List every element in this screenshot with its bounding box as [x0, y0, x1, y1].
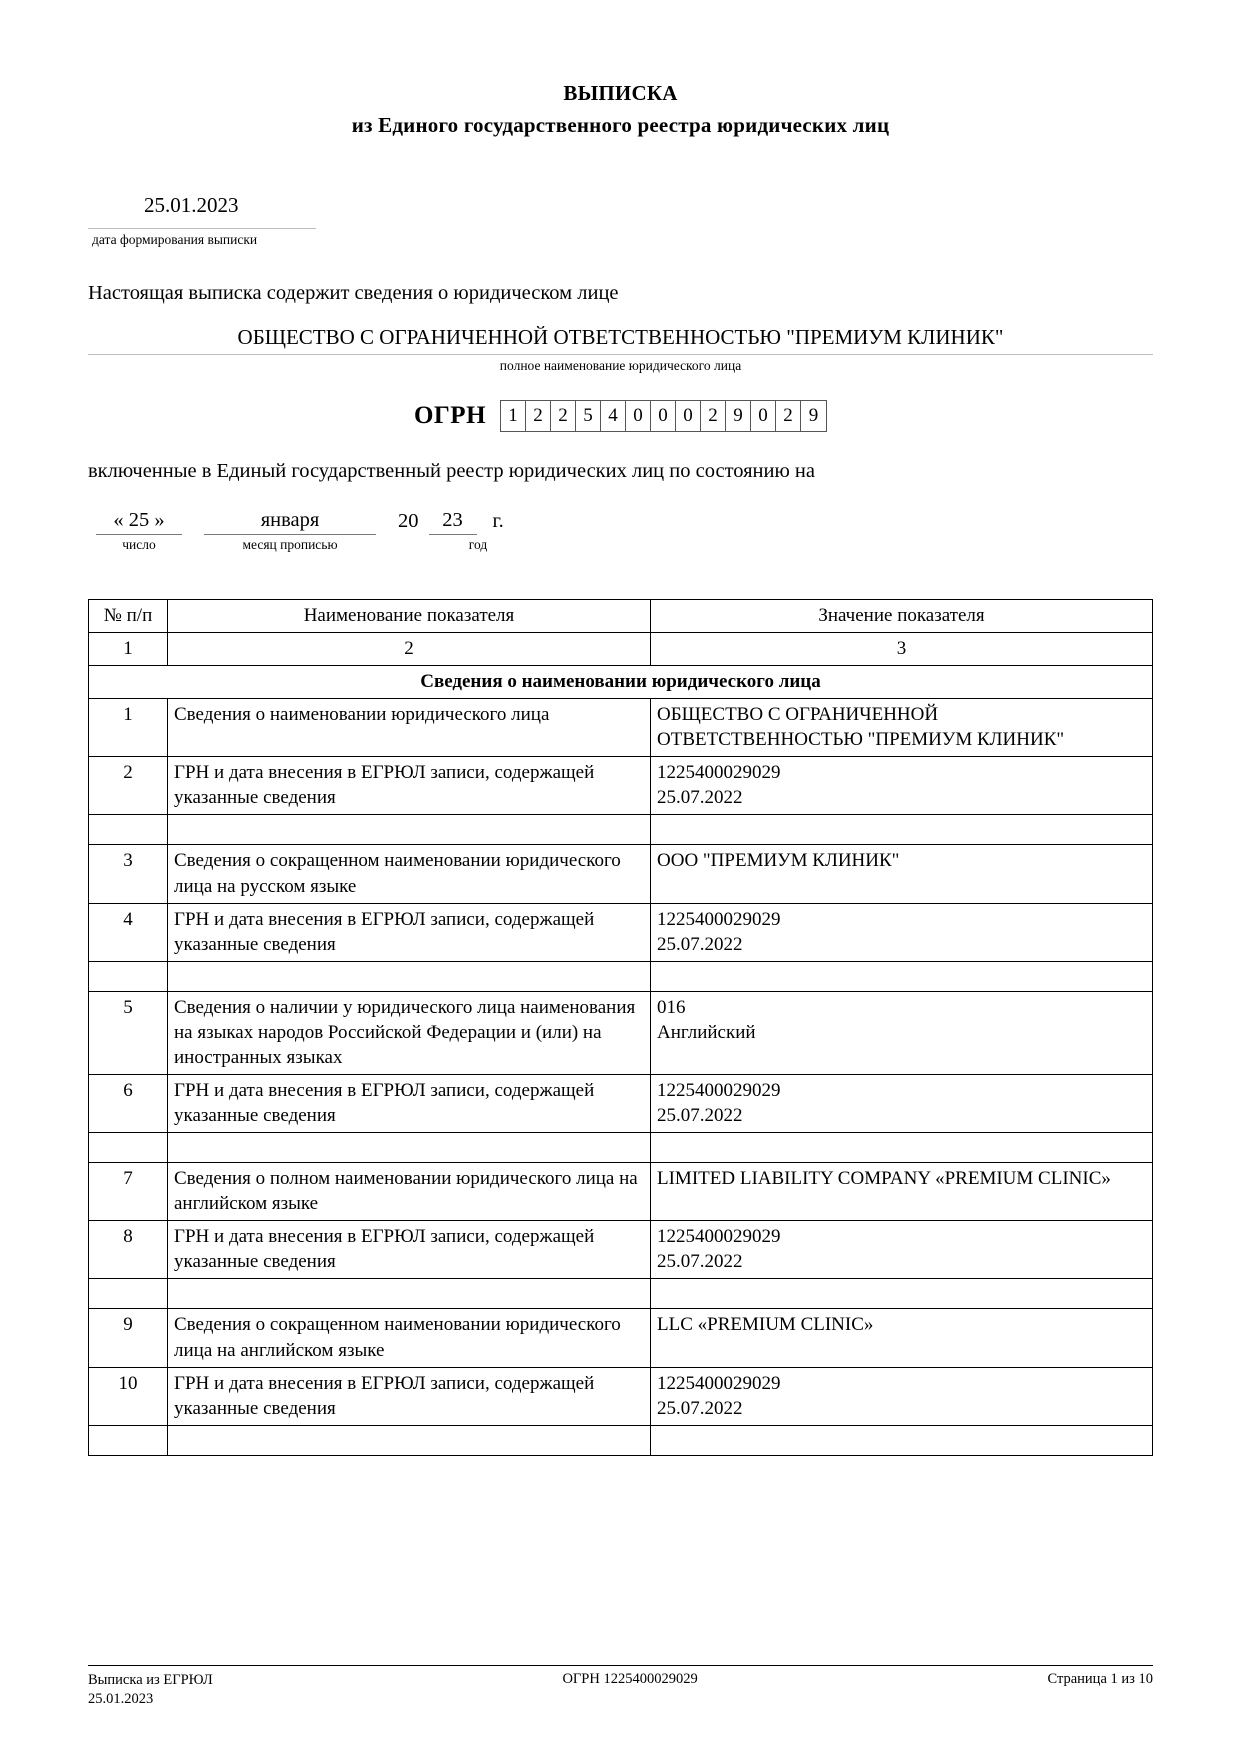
- row-indicator-value: 1225400029029 25.07.2022: [651, 1221, 1153, 1279]
- row-number: 4: [89, 903, 168, 961]
- as-of-year-caption: год: [468, 536, 488, 552]
- table-row: [89, 757, 1153, 815]
- table-spacer-cell: [651, 961, 1153, 991]
- form-date-caption-block: [88, 228, 1153, 248]
- row-indicator-value: LIMITED LIABILITY COMPANY «PREMIUM CLINIC»: [651, 1163, 1153, 1221]
- document-title: [88, 78, 1153, 141]
- row-indicator-name: ГРН и дата внесения в ЕГРЮЛ записи, содержащей указанные сведения: [168, 903, 651, 961]
- table-spacer-cell: [89, 961, 168, 991]
- row-indicator-name: ГРН и дата внесения в ЕГРЮЛ записи, содержащей указанные сведения: [168, 757, 651, 815]
- table-spacer-cell: [168, 1279, 651, 1309]
- full-name-block: [88, 325, 1153, 374]
- row-indicator-value: 1225400029029 25.07.2022: [651, 903, 1153, 961]
- ogrn-digit: 2: [551, 401, 576, 431]
- table-spacer-cell: [89, 1425, 168, 1455]
- as-of-month: января: [204, 509, 376, 535]
- row-indicator-value: LLC «PREMIUM CLINIC»: [651, 1309, 1153, 1367]
- footer-left-line-1: Выписка из ЕГРЮЛ: [88, 1671, 213, 1688]
- table-column-number-row: [89, 632, 1153, 665]
- ogrn-digit: 9: [808, 404, 819, 426]
- table-spacer-cell: [168, 961, 651, 991]
- entity-full-name: ОБЩЕСТВО С ОГРАНИЧЕННОЙ ОТВЕТСТВЕННОСТЬЮ "ПРЕМИУМ КЛИНИК": [88, 325, 1153, 355]
- entity-full-name-caption: полное наименование юридического лица: [499, 357, 742, 373]
- as-of-year-unit: г.: [492, 509, 504, 532]
- ogrn-digit: 2: [526, 401, 551, 431]
- row-indicator-name: Сведения о полном наименовании юридического лица на английском языке: [168, 1163, 651, 1221]
- row-indicator-name: Сведения о наименовании юридического лица: [168, 699, 651, 757]
- table-header-cell: Значение показателя: [651, 599, 1153, 632]
- row-indicator-value: 016 Английский: [651, 991, 1153, 1074]
- table-row: [89, 1074, 1153, 1132]
- ogrn-digit: 0: [751, 401, 776, 431]
- row-number: 7: [89, 1163, 168, 1221]
- form-date-caption: дата формирования выписки: [92, 231, 258, 247]
- ogrn-digit: 1: [501, 401, 526, 431]
- title-line-2: из Единого государственного реестра юридических лиц: [351, 113, 890, 138]
- table-spacer-cell: [651, 1133, 1153, 1163]
- footer-left-line-2: 25.01.2023: [88, 1691, 154, 1708]
- table-column-number: 2: [168, 632, 651, 665]
- table-row: [89, 1221, 1153, 1279]
- as-of-year-suffix: 23: [429, 509, 477, 535]
- ogrn-block: [88, 400, 1153, 432]
- table-spacer-row: [89, 1133, 1153, 1163]
- as-of-month-caption: месяц прописью: [242, 536, 338, 552]
- footer-left: [88, 1671, 213, 1710]
- table-row: [89, 903, 1153, 961]
- row-indicator-name: Сведения о наличии у юридического лица наименования на языках народов Российской Федерации и (или) на иностранных языках: [168, 991, 651, 1074]
- ogrn-digit-boxes: [500, 400, 827, 432]
- table-spacer-cell: [168, 815, 651, 845]
- row-number: 1: [89, 699, 168, 757]
- footer-page-number: Страница 1 из 10: [1047, 1670, 1153, 1687]
- table-spacer-cell: [89, 815, 168, 845]
- row-number: 8: [89, 1221, 168, 1279]
- table-spacer-row: [89, 815, 1153, 845]
- table-spacer-cell: [168, 1133, 651, 1163]
- row-number: 10: [89, 1367, 168, 1425]
- as-of-day: « 25 »: [96, 509, 182, 535]
- row-indicator-value: ООО "ПРЕМИУМ КЛИНИК": [651, 845, 1153, 903]
- included-text: включенные в Единый государственный реестр юридических лиц по состоянию на: [88, 459, 815, 482]
- table-spacer-row: [89, 1425, 1153, 1455]
- table-header-cell: Наименование показателя: [168, 599, 651, 632]
- table-spacer-cell: [168, 1425, 651, 1455]
- table-row: [89, 991, 1153, 1074]
- table-section-title: Сведения о наименовании юридического лица: [89, 666, 1153, 699]
- table-spacer-row: [89, 1279, 1153, 1309]
- ogrn-digit: 0: [676, 401, 701, 431]
- row-indicator-name: ГРН и дата внесения в ЕГРЮЛ записи, содержащей указанные сведения: [168, 1074, 651, 1132]
- row-number: 6: [89, 1074, 168, 1132]
- row-indicator-name: Сведения о сокращенном наименовании юридического лица на английском языке: [168, 1309, 651, 1367]
- row-indicator-name: Сведения о сокращенном наименовании юридического лица на русском языке: [168, 845, 651, 903]
- footer-ogrn: ОГРН 1225400029029: [562, 1670, 698, 1687]
- row-number: 5: [89, 991, 168, 1074]
- ogrn-label: ОГРН: [413, 401, 487, 429]
- table-spacer-cell: [651, 1425, 1153, 1455]
- table-spacer-row: [89, 961, 1153, 991]
- table-row: [89, 1309, 1153, 1367]
- ogrn-digit: 4: [601, 401, 626, 431]
- form-date-value: 25.01.2023: [144, 192, 239, 217]
- table-spacer-cell: [651, 815, 1153, 845]
- title-line-1: ВЫПИСКА: [563, 81, 678, 105]
- ogrn-digit: 9: [726, 401, 751, 431]
- as-of-captions: [88, 537, 1153, 553]
- table-section-row: [89, 666, 1153, 699]
- page-footer: [88, 1665, 1153, 1710]
- table-spacer-cell: [89, 1279, 168, 1309]
- contains-text: Настоящая выписка содержит сведения о юридическом лице: [88, 281, 619, 304]
- table-header-row: [89, 599, 1153, 632]
- as-of-year-prefix: 20: [398, 509, 419, 532]
- table-row: [89, 1163, 1153, 1221]
- ogrn-digit: 5: [576, 401, 601, 431]
- table-row: [89, 1367, 1153, 1425]
- ogrn-digit: 2: [776, 401, 801, 431]
- row-indicator-name: ГРН и дата внесения в ЕГРЮЛ записи, содержащей указанные сведения: [168, 1367, 651, 1425]
- row-number: 9: [89, 1309, 168, 1367]
- row-indicator-value: 1225400029029 25.07.2022: [651, 1074, 1153, 1132]
- row-indicator-value: ОБЩЕСТВО С ОГРАНИЧЕННОЙ ОТВЕТСТВЕННОСТЬЮ "ПРЕМИУМ КЛИНИК": [651, 699, 1153, 757]
- row-indicator-value: 1225400029029 25.07.2022: [651, 757, 1153, 815]
- egrul-data-table: [88, 599, 1153, 1456]
- table-row: [89, 699, 1153, 757]
- table-column-number: 3: [651, 632, 1153, 665]
- row-number: 3: [89, 845, 168, 903]
- row-indicator-name: ГРН и дата внесения в ЕГРЮЛ записи, содержащей указанные сведения: [168, 1221, 651, 1279]
- table-row: [89, 845, 1153, 903]
- table-spacer-cell: [651, 1279, 1153, 1309]
- ogrn-digit: 2: [701, 401, 726, 431]
- table-column-number: 1: [89, 632, 168, 665]
- table-header-cell: № п/п: [89, 599, 168, 632]
- as-of-date-row: [88, 509, 1153, 535]
- ogrn-digit: 0: [651, 401, 676, 431]
- row-number: 2: [89, 757, 168, 815]
- table-spacer-cell: [89, 1133, 168, 1163]
- row-indicator-value: 1225400029029 25.07.2022: [651, 1367, 1153, 1425]
- ogrn-digit: 0: [626, 401, 651, 431]
- as-of-day-caption: число: [122, 536, 156, 552]
